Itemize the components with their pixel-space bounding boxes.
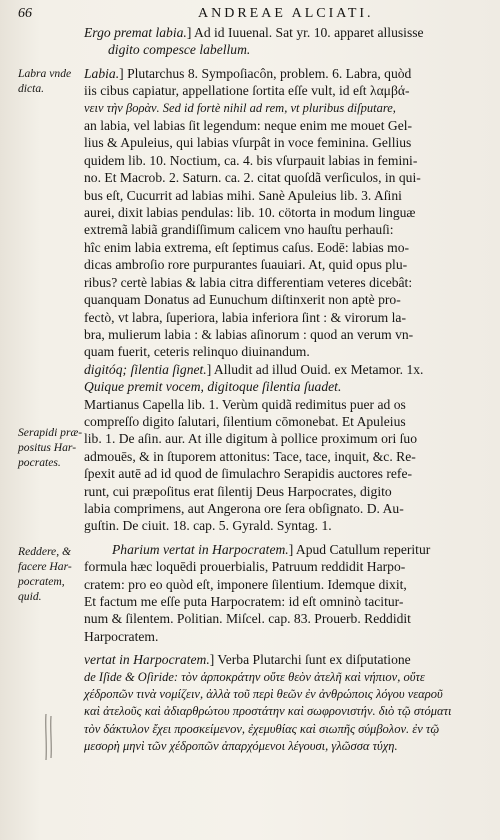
text-line: νειν τὴν βορὰν. Sed id fortè nihil ad rem, vt pluribus diſputare, — [84, 100, 396, 115]
text-line: extremã labiã grandiſſimum calicem vno hauſtu perhauſi: — [84, 222, 394, 238]
margin-note-line: pocrates. — [18, 456, 61, 469]
text-line: digito compesce labellum. — [108, 42, 251, 58]
text-line: bra, mulierum labia : & labias aſinorum : quod an verum vn- — [84, 326, 414, 342]
paragraph-vertat — [84, 651, 492, 755]
text-line: guſtin. De ciuit. 18. cap. 5. Gyrald. Syntag. 1. — [84, 518, 332, 534]
margin-note-line: Serapidi præ- — [18, 426, 83, 439]
text-line: ] Apud Catullum reperitur — [288, 541, 431, 557]
text-line: aurei, dixit labias pendulas: lib. 10. cötorta in modum linguæ — [84, 205, 416, 221]
text-line: iis cibus capiatur, appellatione ſortita eſſe vult, id eſt λαμβά- — [84, 83, 410, 99]
paragraph-labia — [84, 65, 492, 361]
margin-note-line: Labra vnde — [18, 67, 72, 80]
lemma: Pharium vertat in Harpocratem. — [112, 541, 289, 557]
running-title: ANDREAE ALCIATI. — [198, 6, 374, 21]
text-line: quidem lib. 10. Noctium, ca. 4. bis vſurpauit labias in femini- — [84, 152, 418, 168]
text-line: ] Plutarchus 8. Sympoſiacôn, problem. 6. Labra, quòd — [119, 65, 412, 81]
lemma: vertat in Harpocratem. — [84, 652, 210, 668]
margin-note-reddere — [18, 544, 84, 604]
text-line: formula hæc loquēdi prouerbialis, Patruum reddidit Harpo- — [84, 559, 406, 575]
page-number: 66 — [18, 6, 32, 21]
text-line: ] Alludit ad illud Ouid. ex Metamor. 1x. — [206, 361, 424, 377]
text-line: labia comprimens, aut Angerona ore ſera obſignato. D. Au- — [84, 500, 404, 516]
text-line: ſpexit autē ad id quod de ſimulachro Serapidis auctores refe- — [84, 466, 413, 482]
text-line: quam fuerit, ceteris relinquo diuinandum. — [84, 344, 310, 360]
running-head — [18, 6, 488, 22]
margin-note-line: dicta. — [18, 82, 45, 95]
margin-note-serapidi — [18, 425, 84, 470]
text-line: Et factum me eſſe puta Harpocratem: id eſt omninò tacitur- — [84, 594, 404, 609]
text-line: ribus? certè labias & labia citra differentiam veteres dicebât: — [84, 274, 413, 290]
verse-quote: Quique premit vocem, digitoque ſilentia ſuadet. — [84, 379, 342, 395]
text-line: dicas ambroſio rore purpurantes ſuauiari. At, quid opus plu- — [84, 257, 408, 273]
text-line: quanquam Donatus ad Eunuchum diſtinxerit non aptè pro- — [84, 292, 401, 308]
text-line: num & ſilentem. Politian. Miſcel. cap. 83. Prouerb. Reddidit — [84, 611, 411, 627]
text-line: admouēs, & in ſtuporem attonitus: Tace, tace, inquit, &c. Re- — [84, 448, 416, 464]
lemma: digitóq; ſilentia ſignet. — [84, 361, 207, 377]
text-line: ] Verba Plutarchi ſunt ex diſputatione — [209, 652, 411, 668]
text-line: hîc enim labia extrema, eſt ſeptimus caſus. Eodē: labias mo- — [84, 239, 410, 255]
lemma: Ergo premat labia. — [84, 25, 187, 40]
margin-note-line: Reddere, & — [18, 545, 72, 558]
text-line: lib. 1. De aſin. aur. At ille digitum à pollice proximum ori ſuo — [84, 431, 417, 447]
text-line: runt, cui præpoſitus erat ſilentij Deus Harpocrates, digito — [84, 483, 392, 499]
paragraph-ergo-premat — [84, 24, 492, 59]
paragraph-digito — [84, 361, 492, 535]
text-line: fectò, vt labra, ſuperiora, labia inferiora ſint : & virorum la- — [84, 309, 406, 325]
text-line: cratem: pro eo quòd eſt, imponere ſilentium. Idemque dixit, — [84, 576, 407, 592]
greek-line: τὸν δάκτυλον ἔχει προσκείμενον, ἐχεμυθίας καὶ σιωπῆς σύμβολον. ἐν τῷ — [84, 721, 440, 736]
text-line: Harpocratem. — [84, 628, 159, 644]
text-line: ] Ad id Iuuenal. Sat yr. 10. apparet allusisse — [186, 25, 424, 40]
text-line: bus eſt, Cucurrit ad labias mihi. Sanè Apuleius lib. 3. Aſini — [84, 187, 402, 203]
greek-line: καὶ ἀτελοῦς καὶ ἀδιαρθρώτου προστάτην καὶ σωφρονιστήν. διὸ τῷ στόματι — [84, 704, 452, 719]
text-line: an labia, vel labias ſit legendum: neque enim me mouet Gel- — [84, 118, 413, 134]
greek-line: de Iſide & Oſiride: τὸν ἁρποκράτην οὔτε θεὸν ἀτελῆ καὶ νήπιον, οὔτε — [84, 669, 425, 684]
pencil-mark-icon — [42, 712, 56, 762]
text-line: lius & Apuleius, qui labias vſurpât in voce feminina. Gellius — [84, 135, 412, 151]
margin-note-line: quid. — [18, 590, 42, 603]
greek-line: χέδροπῶν τινὰ νομίζειν, ἀλλὰ τοῦ περὶ θεῶν ἐν ἀνθρώποις λόγου νεαροῦ — [84, 687, 443, 702]
margin-note-line: pocratem, — [18, 575, 65, 588]
margin-note-labra — [18, 66, 84, 96]
text-line: no. Et Macrob. 2. Saturn. ca. 2. citat quoſdã verſiculos, in qui- — [84, 170, 421, 186]
paragraph-pharium — [84, 541, 492, 645]
greek-line: μεσορὴ μηνὶ τῶν χέδροπῶν ἀπαρχόμενοι λέγουσι, γλῶσσα τύχη. — [84, 739, 398, 754]
commentary-body — [84, 24, 492, 756]
text-line: compreſſo digito ſalutari, ſilentium cōmonebat. Et Apuleius — [84, 413, 406, 429]
margin-note-line: positus Har- — [18, 441, 77, 454]
text-line: Martianus Capella lib. 1. Verùm quidã redimitus puer ad os — [84, 396, 406, 412]
margin-note-line: facere Har- — [18, 560, 72, 573]
lemma: Labia. — [84, 65, 120, 81]
